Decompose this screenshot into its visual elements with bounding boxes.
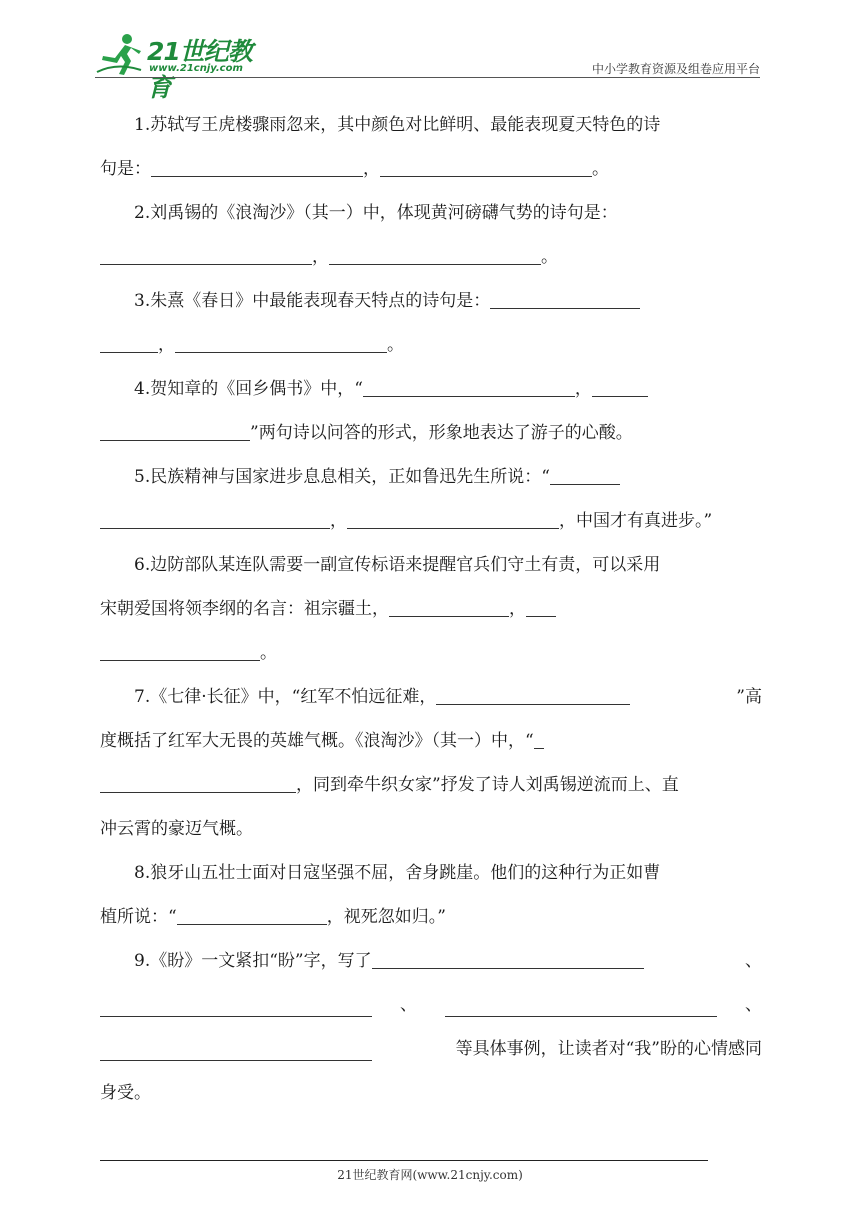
worksheet-content xyxy=(100,103,762,1115)
logo xyxy=(95,32,265,102)
answer-blank[interactable] xyxy=(445,994,717,1017)
q8-line2: 植所说：“ ，视死忽如归。” xyxy=(100,895,762,939)
q7-line1: 7.《七律·长征》中，“红军不怕远征难， ”高 xyxy=(100,675,762,719)
q7-line2: 度概括了红军大无畏的英雄气概。《浪淘沙》（其一）中，“ xyxy=(100,719,762,763)
q1-line2: 句是： ， 。 xyxy=(100,147,762,191)
q2-line2: ， 。 xyxy=(100,235,762,279)
q2-line1: 2.刘禹锡的《浪淘沙》（其一）中，体现黄河磅礴气势的诗句是： xyxy=(134,203,618,223)
q5-line1: 5.民族精神与国家进步息息相关，正如鲁迅先生所说：“ xyxy=(100,455,762,499)
answer-blank[interactable] xyxy=(175,330,387,353)
answer-blank[interactable] xyxy=(100,330,158,353)
answer-blank[interactable] xyxy=(100,418,250,441)
answer-blank[interactable] xyxy=(100,994,372,1017)
answer-blank[interactable] xyxy=(380,154,592,177)
answer-blank[interactable] xyxy=(329,242,541,265)
q7-line4: 冲云霄的豪迈气概。 xyxy=(100,819,253,839)
q3-line1: 3.朱熹《春日》中最能表现春天特点的诗句是： xyxy=(100,279,762,323)
q9-line2: 、 、 xyxy=(100,983,762,1027)
answer-blank[interactable] xyxy=(100,506,330,529)
q9-line3: 等具体事例，让读者对“我”盼的心情感同 xyxy=(100,1027,762,1071)
answer-blank[interactable] xyxy=(372,946,644,969)
answer-blank[interactable] xyxy=(151,154,363,177)
q8-line1: 8.狼牙山五壮士面对日寇坚强不屈，舍身跳崖。他们的这种行为正如曹 xyxy=(134,863,661,883)
answer-blank[interactable] xyxy=(592,374,648,397)
answer-blank[interactable] xyxy=(100,638,260,661)
answer-blank[interactable] xyxy=(436,682,630,705)
answer-blank[interactable] xyxy=(490,286,640,309)
answer-blank[interactable] xyxy=(347,506,559,529)
page-header xyxy=(95,30,760,102)
answer-blank[interactable] xyxy=(534,726,544,749)
footer-divider xyxy=(100,1160,708,1161)
logo-text: 21世纪教育 xyxy=(147,37,252,102)
answer-blank[interactable] xyxy=(526,594,556,617)
runner-logo-icon xyxy=(95,32,143,78)
logo-url: www.21cnjy.com xyxy=(149,63,243,74)
q4-line2: ”两句诗以问答的形式，形象地表达了游子的心酸。 xyxy=(100,411,762,455)
q6-line1: 6.边防部队某连队需要一副宣传标语来提醒官兵们守土有责，可以采用 xyxy=(134,555,661,575)
platform-name: 中小学教育资源及组卷应用平台 xyxy=(591,62,760,76)
q3-line2: ， 。 xyxy=(100,323,762,367)
q6-line3: 。 xyxy=(100,631,762,675)
answer-blank[interactable] xyxy=(389,594,509,617)
answer-blank[interactable] xyxy=(100,1038,372,1061)
q5-line2: ， ，中国才有真进步。” xyxy=(100,499,762,543)
answer-blank[interactable] xyxy=(100,242,312,265)
q4-line1: 4.贺知章的《回乡偶书》中，“ ， xyxy=(100,367,762,411)
q9-line1: 9.《盼》一文紧扣“盼”字，写了 、 xyxy=(100,939,762,983)
q6-line2: 宋朝爱国将领李纲的名言：祖宗疆土， ， xyxy=(100,587,762,631)
answer-blank[interactable] xyxy=(177,902,327,925)
answer-blank[interactable] xyxy=(550,462,620,485)
header-divider xyxy=(95,77,760,78)
answer-blank[interactable] xyxy=(363,374,575,397)
answer-blank[interactable] xyxy=(100,770,296,793)
q7-line3: ，同到牵牛织女家”抒发了诗人刘禹锡逆流而上、直 xyxy=(100,763,762,807)
footer-text: 21世纪教育网(www.21cnjy.com) xyxy=(337,1168,523,1182)
q9-line4: 身受。 xyxy=(100,1083,151,1103)
q1-line1: 1.苏轼写王虎楼骤雨忽来，其中颜色对比鲜明、最能表现夏天特色的诗 xyxy=(134,115,661,135)
